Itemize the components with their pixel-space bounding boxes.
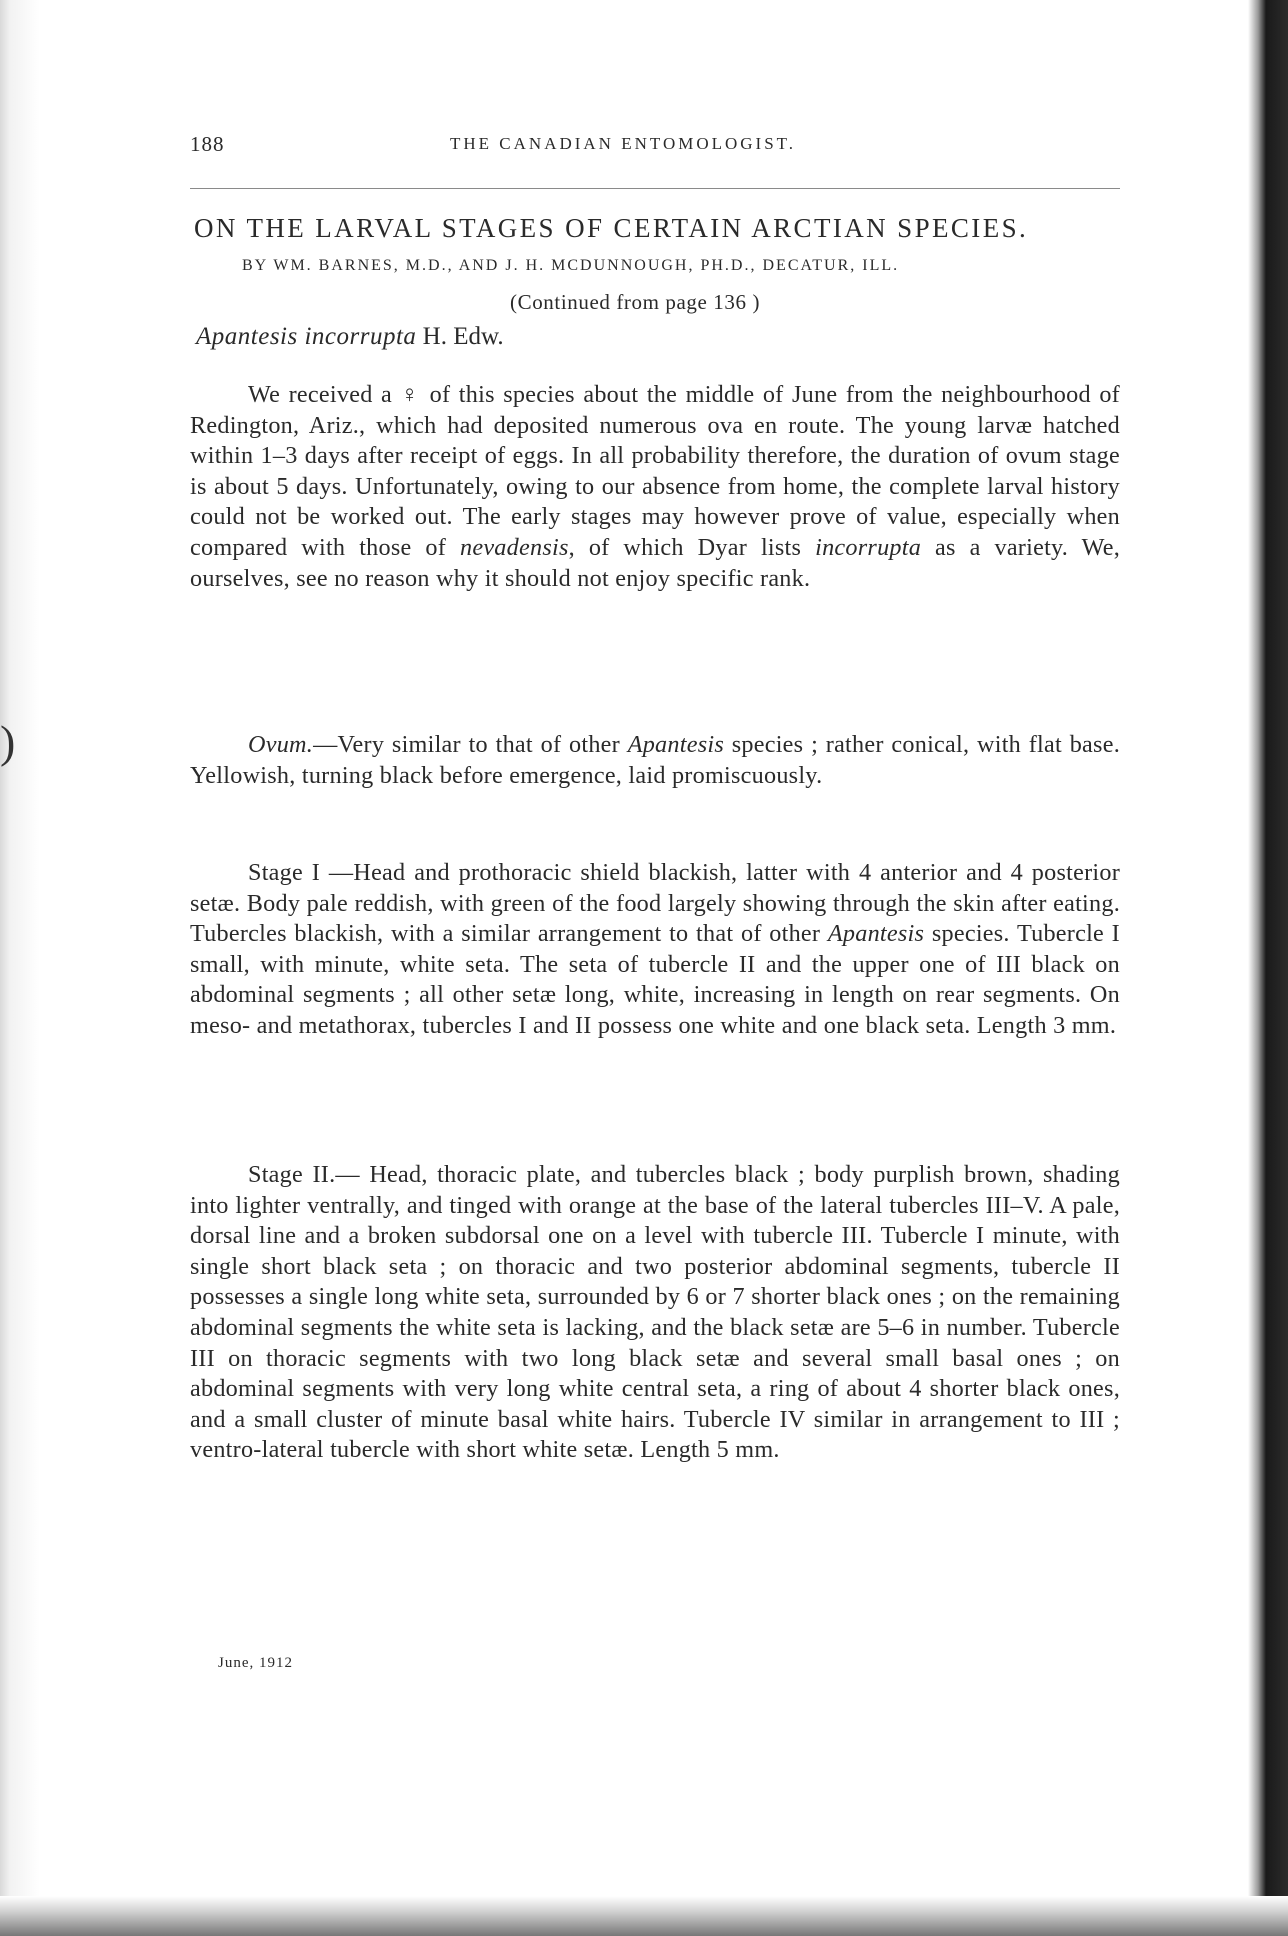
article-title: ON THE LARVAL STAGES OF CERTAIN ARCTIAN SPECIES.	[194, 213, 1029, 243]
species-heading	[196, 323, 504, 351]
italic-term: Ovum.	[248, 731, 314, 758]
paragraph-stage-2	[190, 1160, 1120, 1466]
paragraph-text	[190, 730, 1120, 791]
paragraph-text	[190, 380, 1120, 594]
margin-mark: )	[0, 716, 16, 767]
article-byline: BY WM. BARNES, M.D., AND J. H. MCDUNNOUGH, PH.D., DECATUR, ILL.	[242, 257, 900, 274]
text-run: , of which Dyar lists	[568, 533, 816, 561]
scan-edge-left	[0, 0, 46, 1936]
species-name: Apantesis incorrupta	[196, 323, 417, 350]
text-run: as a variety. We, ourselves, see no reason why it should not enjoy specific rank.	[190, 533, 1121, 592]
text-run: Stage I —Head and prothoracic shield blackish, latter with 4 anterior and 4 posterior setæ. Body pale reddish, with green of the food largely showing through the skin after eating. Tubercles blackish, with a similar arrangement to that of other	[190, 859, 1120, 948]
scan-edge-bottom	[0, 1896, 1288, 1936]
paragraph-text	[190, 858, 1120, 1042]
text-run: species ; rather conical, with flat base. Yellowish, turning black before emergence, laid promiscuously.	[190, 731, 1120, 789]
journal-page	[190, 120, 1121, 1671]
page-number: 188	[190, 132, 225, 156]
footer-date: June, 1912	[218, 1655, 293, 1671]
paragraph-text	[190, 1160, 1120, 1466]
running-head: THE CANADIAN ENTOMOLOGIST.	[450, 134, 797, 153]
page-header	[190, 120, 1120, 160]
italic-term: incorrupta	[815, 533, 922, 561]
text-run: Stage II.— Head, thoracic plate, and tubercles black ; body purplish brown, shading into lighter ventrally, and tinged with orange at the base of the lateral tubercles III–V. A pale, dorsal line and a broken subdorsal one on a level with tubercle III. Tubercle I minute, with single short black seta ; on thoracic and two posterior abdominal segments, tubercle II possesses a single long white seta, surrounded by 6 or 7 shorter black ones ; on the remaining abdominal segments the white seta is lacking, and the black setæ are 5–6 in number. Tubercle III on thoracic segments with two long black setæ and several small basal ones ; on abdominal segments with very long white central seta, a ring of about 4 shorter black ones, and a small cluster of minute basal white hairs. Tubercle IV similar in arrangement to III ; ventro-lateral tubercle with short white setæ. Length 5 mm.	[190, 1161, 1120, 1464]
text-run: —Very similar to that of other	[313, 731, 628, 758]
italic-term: Apantesis	[827, 920, 925, 948]
paragraph-stage-1	[190, 858, 1120, 1042]
scan-edge-right	[1248, 0, 1288, 1936]
italic-term: Apantesis	[627, 731, 724, 758]
continued-note: (Continued from page 136 )	[510, 290, 761, 314]
text-run: species. Tubercle I small, with minute, white seta. The seta of tubercle II and the upper one of III black on abdominal segments ; all other setæ long, white, increasing in length on rear segments. On meso- and metathorax, tubercles I and II possess one white and one black seta. Length 3 mm.	[190, 920, 1120, 1039]
italic-term: nevadensis	[459, 533, 569, 561]
header-rule	[190, 188, 1120, 189]
species-author: H. Edw.	[422, 323, 504, 350]
paragraph-ovum	[190, 730, 1120, 791]
text-run: We received a ♀ of this species about the middle of June from the neighbourhood of Redington, Ariz., which had deposited numerous ova en route. The young larvæ hatched within 1–3 days after receipt of eggs. In all probability therefore, the duration of ovum stage is about 5 days. Unfortunately, owing to our absence from home, the complete larval history could not be worked out. The early stages may however prove of value, especially when compared with those of	[190, 381, 1120, 561]
paragraph-intro	[190, 380, 1120, 594]
